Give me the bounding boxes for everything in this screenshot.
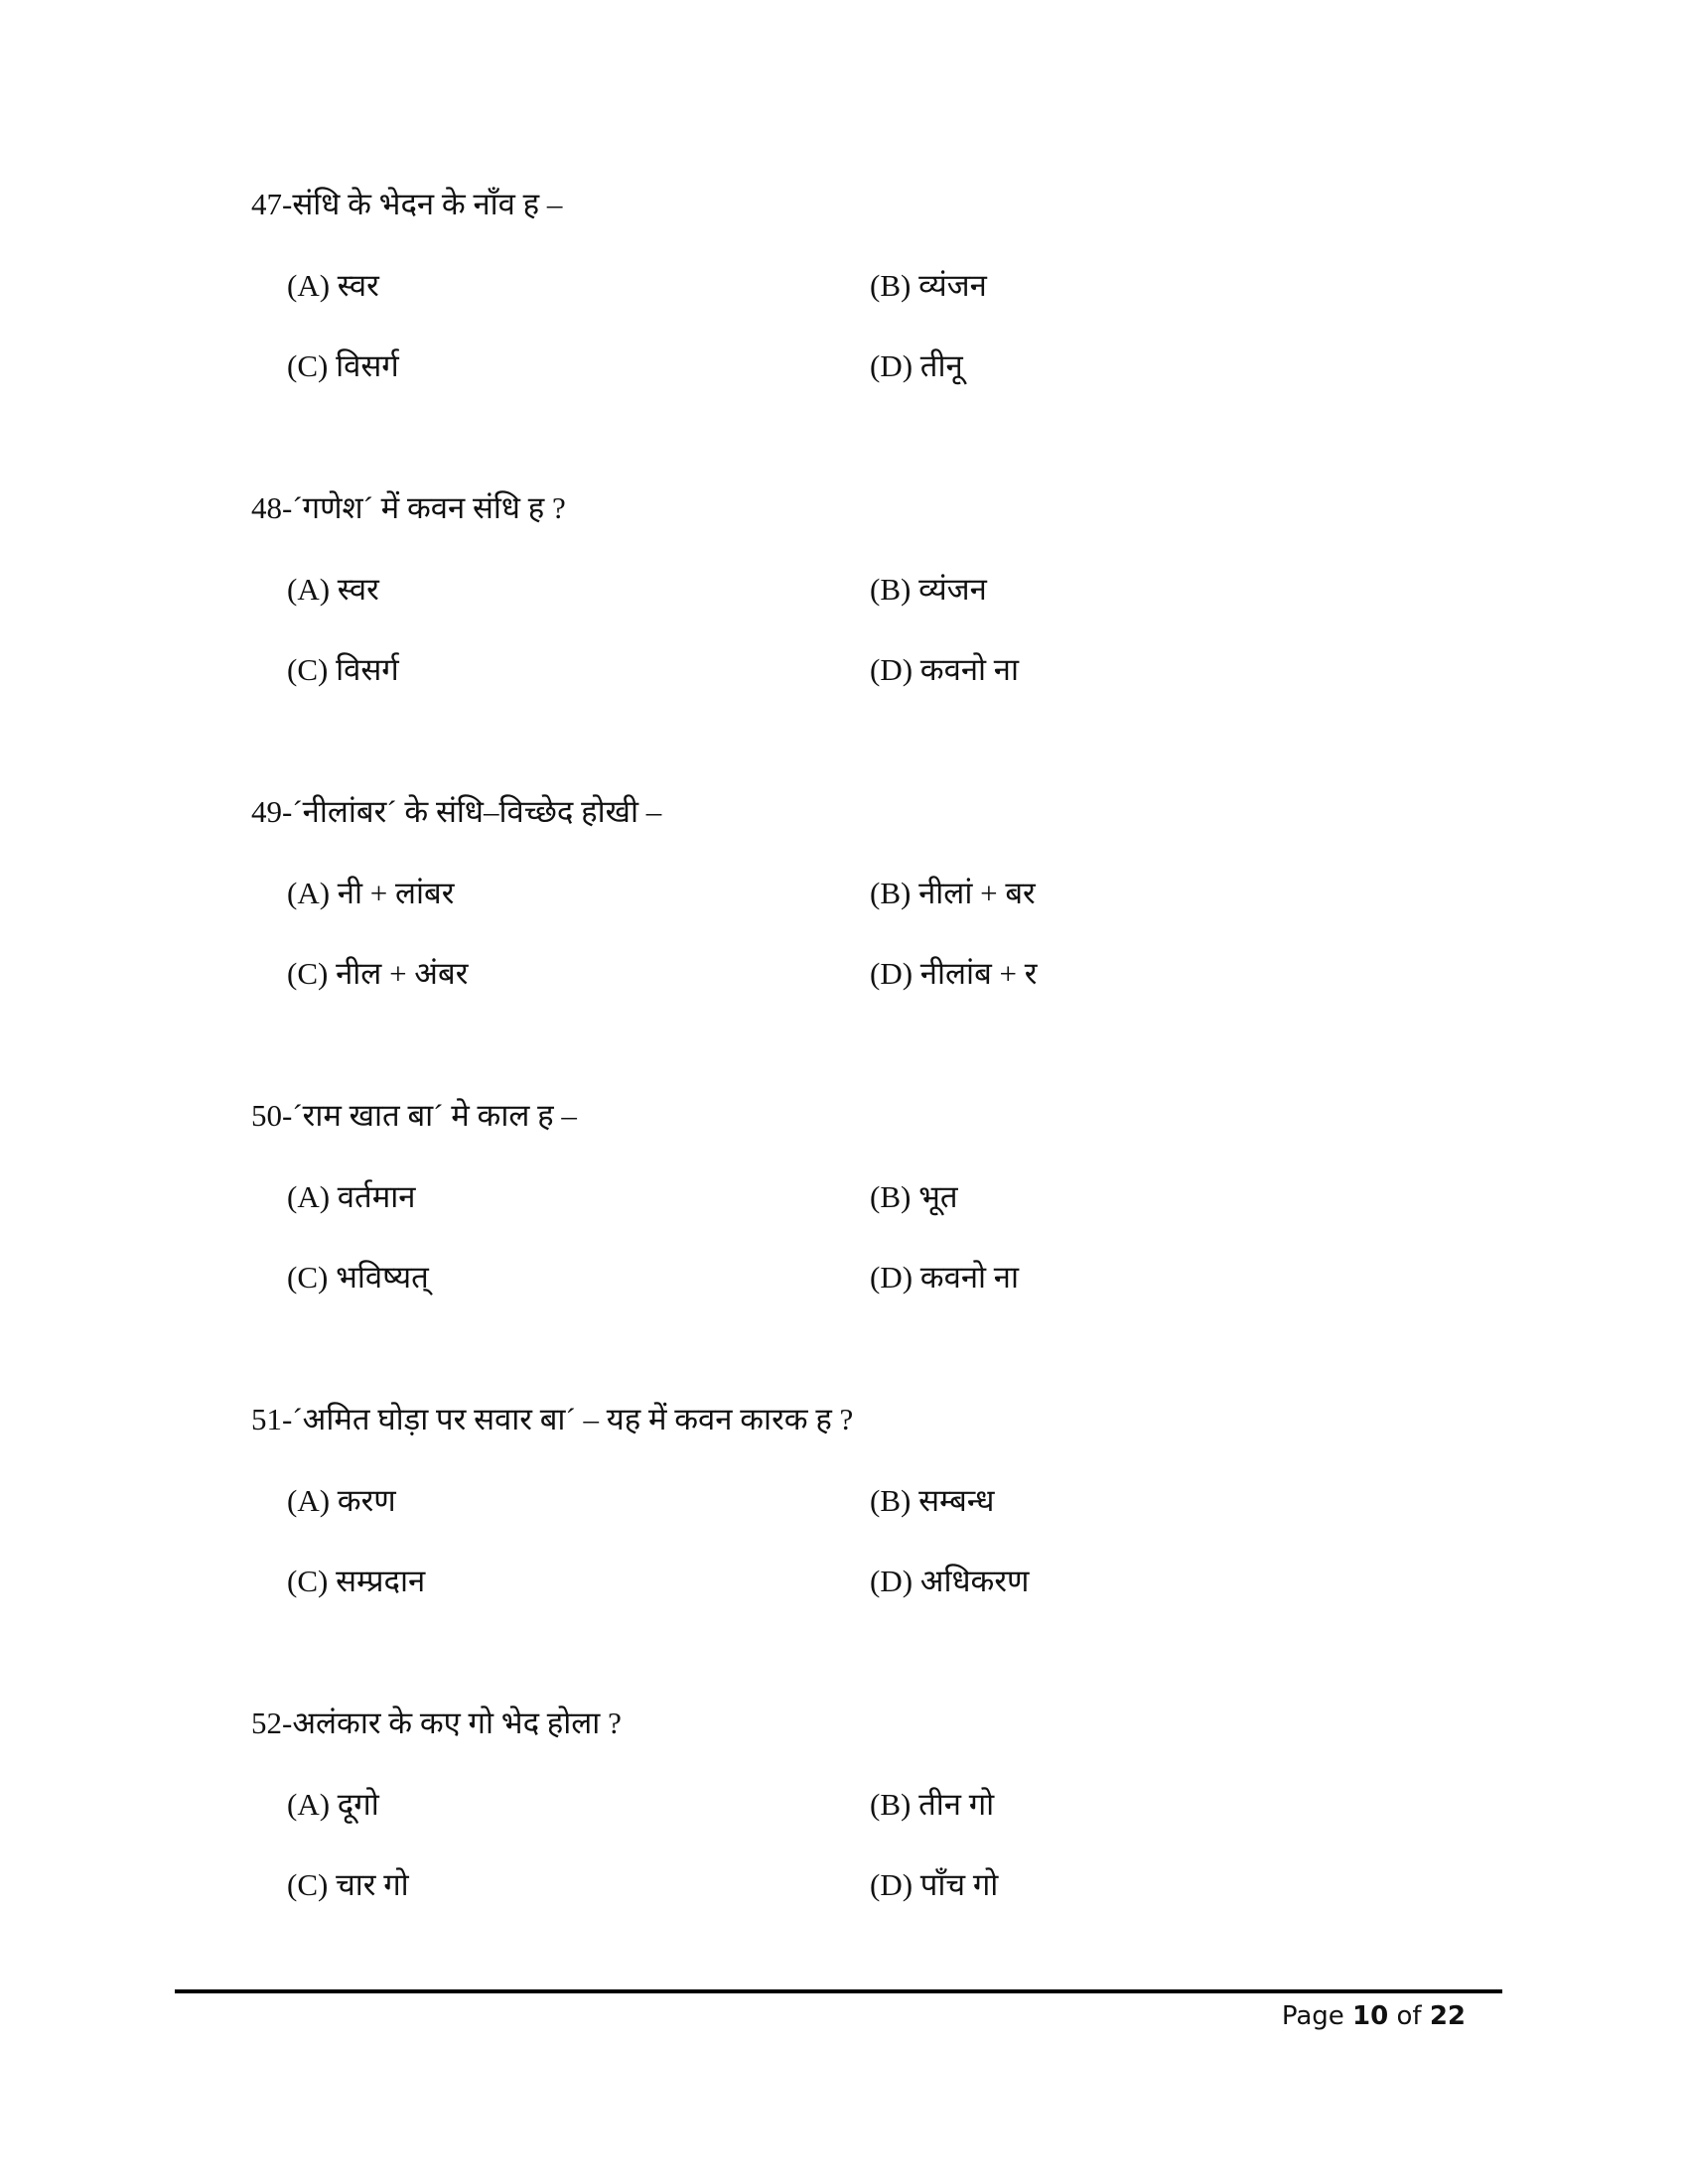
footer-divider (175, 1989, 1502, 1993)
option-a: (A) स्वर (287, 268, 379, 303)
option-b: (B) सम्बन्ध (870, 1483, 995, 1518)
option-a: (A) वर्तमान (287, 1179, 416, 1214)
option-c: (C) चार गो (287, 1867, 409, 1902)
option-c: (C) नील + अंबर (287, 956, 469, 991)
option-b: (B) भूत (870, 1179, 958, 1214)
question-49 (251, 792, 1492, 1050)
question-52 (251, 1704, 1492, 1962)
total-pages: 22 (1429, 2001, 1466, 2031)
option-b: (B) व्यंजन (870, 572, 987, 607)
option-c: (C) विसर्ग (287, 652, 399, 687)
option-a: (A) करण (287, 1483, 396, 1518)
question-51 (251, 1400, 1492, 1658)
option-d: (D) कवनो ना (870, 1260, 1020, 1295)
question-text: 47-संधि के भेदन के नाँव ह – (251, 187, 563, 221)
option-d: (D) पाँच गो (870, 1867, 999, 1902)
option-c: (C) विसर्ग (287, 348, 399, 383)
question-50 (251, 1096, 1492, 1354)
question-47 (251, 185, 1492, 443)
question-text: 51-´अमित घोड़ा पर सवार बा´ – यह में कवन कारक ह ? (251, 1402, 854, 1436)
option-c: (C) भविष्यत् (287, 1260, 429, 1295)
question-text: 50-´राम खात बा´ मे काल ह – (251, 1098, 577, 1133)
option-d: (D) कवनो ना (870, 652, 1020, 687)
question-text: 52-अलंकार के कए गो भेद होला ? (251, 1706, 622, 1740)
option-a: (A) स्वर (287, 572, 379, 607)
question-text: 49-´नीलांबर´ के संधि–विच्छेद होखी – (251, 794, 662, 829)
option-b: (B) व्यंजन (870, 268, 987, 303)
option-d: (D) अधिकरण (870, 1564, 1030, 1598)
question-48 (251, 488, 1492, 747)
option-d: (D) नीलांब + र (870, 956, 1038, 991)
option-b: (B) तीन गो (870, 1787, 995, 1822)
current-page: 10 (1352, 2001, 1389, 2031)
option-c: (C) सम्प्रदान (287, 1564, 426, 1598)
page-label: Page (1281, 2001, 1344, 2031)
option-a: (A) दूगो (287, 1787, 379, 1822)
page-number (1282, 2001, 1466, 2031)
option-d: (D) तीनू (870, 348, 963, 383)
of-label: of (1396, 2001, 1422, 2031)
option-b: (B) नीलां + बर (870, 876, 1036, 910)
question-text: 48-´गणेश´ में कवन संधि ह ? (251, 490, 566, 525)
option-a: (A) नी + लांबर (287, 876, 455, 910)
